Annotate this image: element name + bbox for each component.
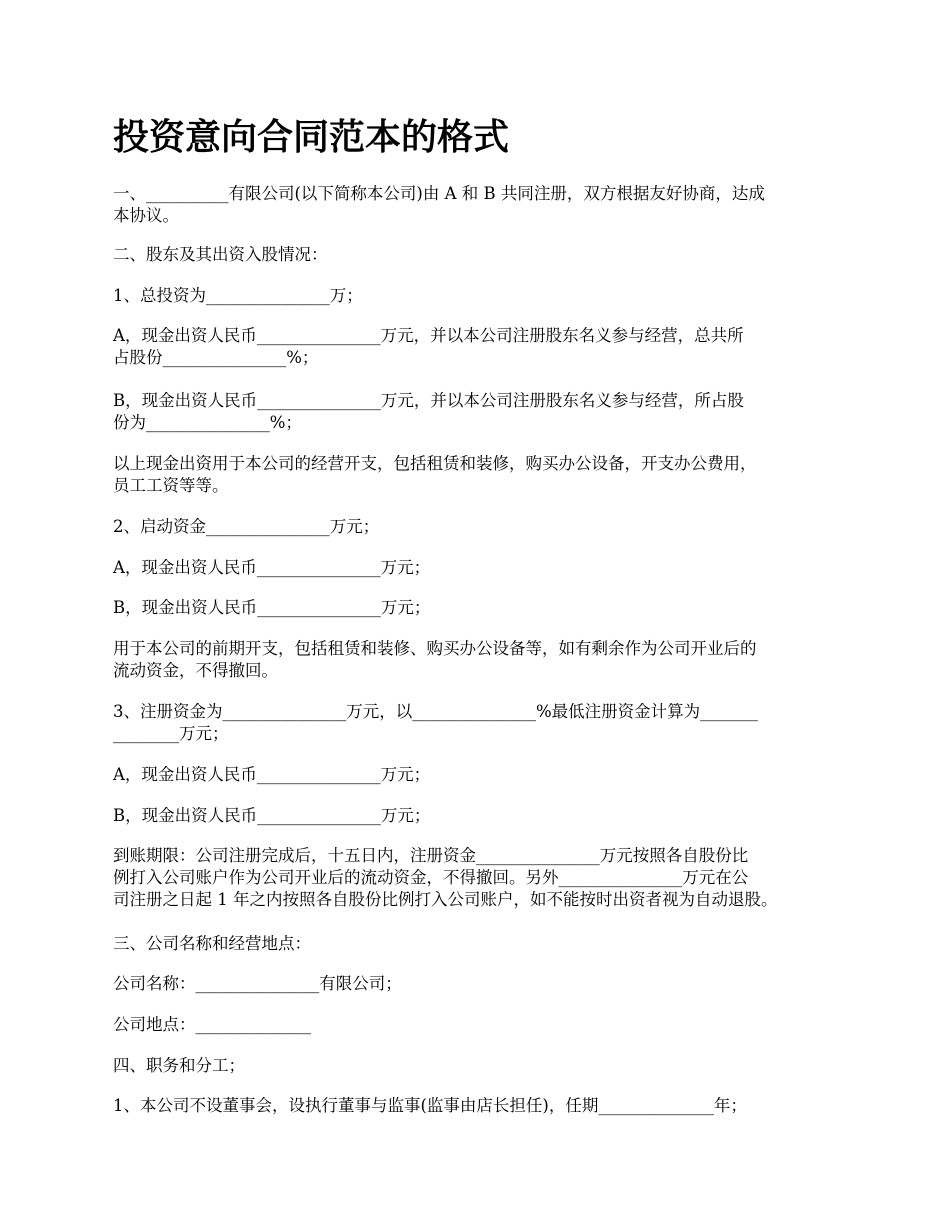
paragraph-line: 一、__________有限公司(以下简称本公司)由 A 和 B 共同注册，双方根据友好协商，达成 (113, 184, 765, 203)
paragraph-line: 四、职务和分工； (113, 1056, 245, 1075)
paragraph (113, 557, 430, 579)
paragraph-line: A，现金出资人民币_______________万元； (113, 558, 431, 577)
paragraph-line: 用于本公司的前期开支，包括租赁和装修、购买办公设备等，如有剩余作为公司开业后的 (113, 639, 757, 658)
paragraph (113, 597, 430, 619)
paragraph (113, 390, 744, 434)
paragraph (113, 933, 311, 955)
paragraph-line: 公司名称：_______________有限公司； (113, 974, 402, 993)
paragraph-line: 占股份_______________%； (113, 348, 319, 367)
paragraph-line: 公司地点：______________ (113, 1015, 311, 1034)
paragraph-line: ________万元； (113, 724, 229, 743)
paragraph-line: 3、注册资金为_______________万元，以_______________%最低注册资金计算为_______ (113, 702, 758, 721)
paragraph (113, 1095, 747, 1117)
paragraph-line: 三、公司名称和经营地点： (113, 934, 311, 953)
paragraph-line: B，现金出资人民币_______________万元，并以本公司注册股东名义参与经营，所占股 (113, 391, 744, 410)
paragraph (113, 845, 778, 911)
paragraph (113, 701, 758, 745)
paragraph-line: 例打入公司账户作为公司开业后的流动资金，不得撤回。另外_______________万元在公 (113, 868, 749, 887)
paragraph-line: B，现金出资人民币_______________万元； (113, 806, 431, 825)
paragraph-line: 2、启动资金_______________万元； (113, 517, 380, 536)
paragraph (113, 244, 328, 266)
paragraph-line: 本协议。 (113, 206, 179, 225)
paragraph (113, 453, 757, 497)
paragraph (113, 285, 363, 307)
paragraph (113, 1014, 311, 1036)
paragraph-line: A，现金出资人民币_______________万元，并以本公司注册股东名义参与经营，总共所 (113, 326, 744, 345)
paragraph (113, 1055, 245, 1077)
paragraph-line: 流动资金，不得撤回。 (113, 661, 278, 680)
paragraph-line: A，现金出资人民币_______________万元； (113, 765, 431, 784)
paragraph (113, 325, 744, 369)
paragraph-line: 司注册之日起 1 年之内按照各自股份比例打入公司账户，如不能按时出资者视为自动退股。 (113, 890, 778, 909)
paragraph-line: 以上现金出资用于本公司的经营开支，包括租赁和装修，购买办公设备，开支办公费用， (113, 454, 757, 473)
paragraph-line: 二、股东及其出资入股情况： (113, 245, 328, 264)
paragraph (113, 516, 379, 538)
document-title: 投资意向合同范本的格式 (113, 116, 510, 158)
paragraph (113, 973, 402, 995)
paragraph-line: 1、本公司不设董事会，设执行董事与监事(监事由店长担任)，任期______________年； (113, 1096, 747, 1115)
paragraph-line: B，现金出资人民币_______________万元； (113, 598, 431, 617)
paragraph (113, 638, 757, 682)
paragraph-line: 到账期限：公司注册完成后，十五日内，注册资金_______________万元按照各自股份比 (113, 846, 749, 865)
paragraph-line: 1、总投资为_______________万； (113, 286, 363, 305)
paragraph (113, 805, 430, 827)
paragraph (113, 764, 430, 786)
paragraph-line: 员工工资等等。 (113, 476, 229, 495)
paragraph (113, 183, 765, 227)
paragraph-line: 份为_______________%； (113, 413, 302, 432)
